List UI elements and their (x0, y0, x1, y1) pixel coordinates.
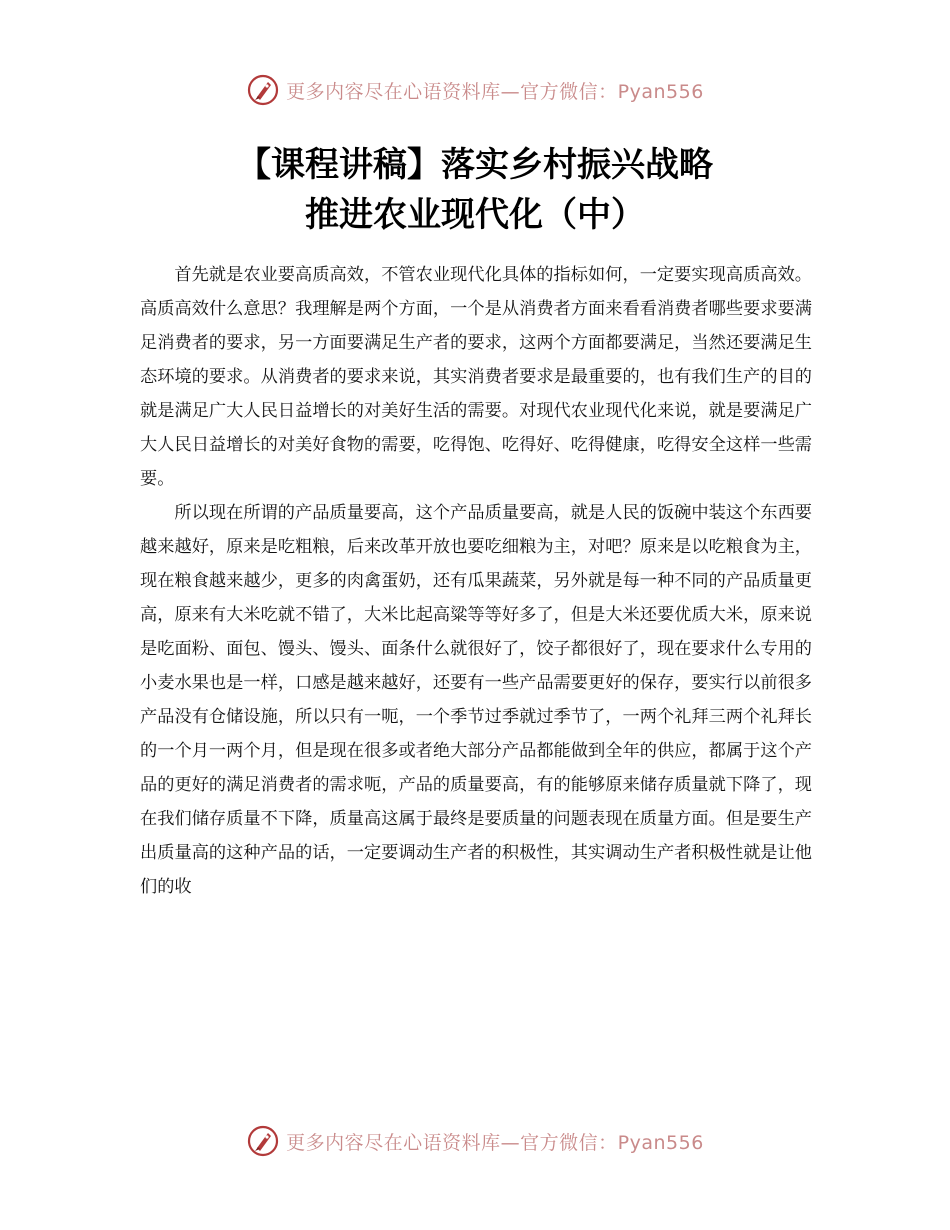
banner-text (286, 1128, 704, 1155)
banner-contact: 官方微信：Pyan556 (520, 1131, 704, 1154)
document-title (0, 140, 950, 240)
body-paragraph: 首先就是农业要高质高效，不管农业现代化具体的指标如何，一定要实现高质高效。高质高效什么意思？我理解是两个方面，一个是从消费者方面来看看消费者哪些要求要满足消费者的要求，另一方面要满足生产者的要求，这两个方面都要满足，当然还要满足生态环境的要求。从消费者的要求来说，其实消费者要求是最重要的，也有我们生产的目的就是满足广大人民日益增长的对美好生活的需要。对现代农业现代化来说，就是要满足广大人民日益增长的对美好食物的需要，吃得饱、吃得好、吃得健康，吃得安全这样一些需要。 (140, 265, 812, 489)
banner-separator: — (500, 1131, 521, 1154)
document-body (140, 258, 812, 904)
banner-contact: 官方微信：Pyan556 (520, 80, 704, 103)
pen-nib-icon (246, 1124, 280, 1158)
body-paragraph: 所以现在所谓的产品质量要高，这个产品质量要高，就是人民的饭碗中装这个东西要越来越好，原来是吃粗粮，后来改革开放也要吃细粮为主，对吧？原来是以吃粮食为主，现在粮食越来越少，更多的肉禽蛋奶，还有瓜果蔬菜，另外就是每一种不同的产品质量更高，原来有大米吃就不错了，大米比起高粱等等好多了，但是大米还要优质大米，原来说是吃面粉、面包、馒头、馒头、面条什么就很好了，饺子都很好了，现在要求什么专用的小麦水果也是一样，口感是越来越好，还要有一些产品需要更好的保存，要实行以前很多产品没有仓储设施，所以只有一呃，一个季节过季就过季节了，一两个礼拜三两个礼拜长的一个月一两个月，但是现在很多或者绝大部分产品都能做到全年的供应，都属于这个产品的更好的满足消费者的需求呃，产品的质量要高，有的能够原来储存质量就下降了，现在我们储存质量不下降，质量高这属于最终是要质量的问题表现在质量方面。但是要生产出质量高的这种产品的话，一定要调动生产者的积极性，其实调动生产者积极性就是让他们的收 (140, 503, 812, 897)
banner-text (286, 77, 704, 104)
banner-site-name: 更多内容尽在心语资料库 (286, 80, 501, 103)
title-line-1: 【课程讲稿】落实乡村振兴战略 (237, 145, 713, 185)
banner-separator: — (500, 80, 521, 103)
footer-banner (0, 1121, 950, 1161)
title-line-2: 推进农业现代化（中） (305, 195, 645, 235)
banner-site-name: 更多内容尽在心语资料库 (286, 1131, 501, 1154)
pen-nib-icon (246, 73, 280, 107)
header-banner (0, 70, 950, 110)
